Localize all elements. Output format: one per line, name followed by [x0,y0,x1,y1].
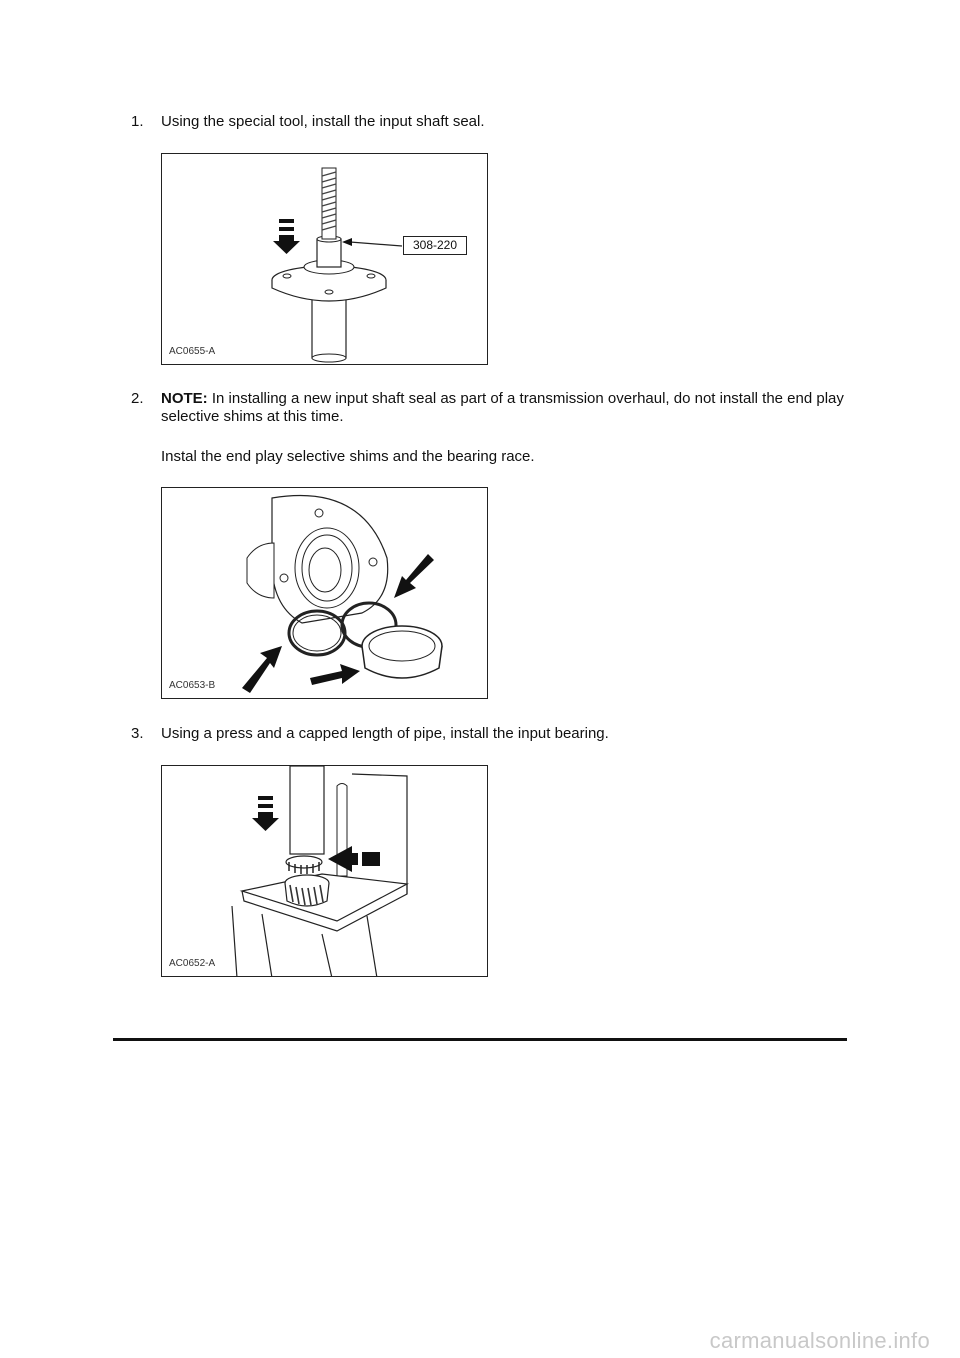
section-divider [113,1038,847,1041]
press-direction-arrow-icon [273,219,300,254]
figure-id: AC0652-A [169,958,216,969]
step-instruction: Using a press and a capped length of pipe, install the input bearing. [161,725,609,742]
seal-arrow-icon [394,554,434,598]
bearing-arrow-icon [328,846,380,872]
figure-shims-and-race [161,487,488,699]
bearing-press-illustration [162,766,488,977]
seal-installer-illustration [162,154,488,365]
shim-arrow-icon [242,646,282,693]
step-number: 1. [131,113,144,130]
figure-id: AC0653-B [169,680,216,691]
step-instruction: Instal the end play selective shims and the bearing race. [161,448,535,465]
note-text: In installing a new input shaft seal as part of a transmission overhaul, do not install the end play selective shims at this time. [161,390,844,425]
step-number: 2. [131,390,144,407]
figure-input-bearing-press [161,765,488,977]
tool-callout-arrow-icon [342,238,402,246]
note-label: NOTE: [161,390,208,407]
figure-input-shaft-seal [161,153,488,365]
tool-callout-label: 308-220 [403,236,467,255]
site-watermark: carmanualsonline.info [709,1328,930,1353]
note-paragraph [161,390,851,426]
step-instruction: Using the special tool, install the input shaft seal. [161,113,485,130]
race-arrow-icon [310,664,360,685]
press-direction-arrow-icon [252,796,279,831]
step-number: 3. [131,725,144,742]
figure-id: AC0655-A [169,346,216,357]
shims-race-illustration [162,488,488,699]
